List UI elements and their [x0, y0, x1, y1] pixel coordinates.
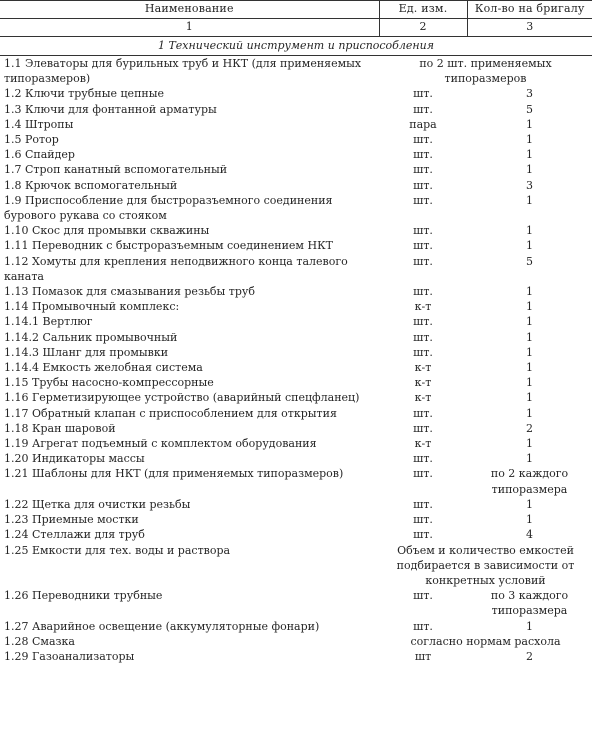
item-qty: 1 [526, 361, 533, 375]
item-name: 1.23 Приемные мостки [4, 513, 139, 527]
item-qty: 1 [526, 513, 533, 527]
item-name: 1.13 Помазок для смазывания резьбы труб [4, 285, 256, 299]
item-qty: 1 [526, 376, 533, 390]
section-title: 1 Технический инструмент и приспособления [0, 37, 592, 56]
item-name: 1.26 Переводники трубные [4, 589, 163, 603]
item-unit: шт. [413, 193, 433, 207]
item-unit: шт. [413, 239, 433, 253]
table-row [0, 178, 592, 193]
table-row [0, 299, 592, 314]
item-qty: 5 [526, 102, 533, 116]
header-qty: Кол-во на бригалу [467, 1, 592, 19]
item-unit: шт. [413, 619, 433, 633]
table-row [0, 619, 592, 634]
item-unit: шт. [413, 497, 433, 511]
item-unit: шт [414, 649, 432, 663]
item-qty: 2 [526, 649, 533, 663]
item-qty: 3 [526, 178, 533, 192]
column-number-1: 1 [0, 19, 379, 37]
table-row [0, 466, 592, 496]
item-qty: 1 [526, 497, 533, 511]
table-row [0, 238, 592, 253]
item-qty: 1 [526, 239, 533, 253]
item-unit: шт. [413, 133, 433, 147]
item-unit: шт. [413, 285, 433, 299]
item-name: 1.2 Ключи трубные цепные [4, 87, 164, 101]
item-qty: 1 [526, 285, 533, 299]
item-qty: 1 [526, 330, 533, 344]
table-row [0, 86, 592, 101]
item-unit: шт. [413, 452, 433, 466]
column-number-row [0, 19, 592, 37]
table-row [0, 543, 592, 589]
item-qty: 1 [526, 133, 533, 147]
item-qty: 1 [526, 345, 533, 359]
table-row [0, 634, 592, 649]
section-row [0, 37, 592, 56]
item-unit: пара [409, 117, 437, 131]
item-note: по 2 шт. применяемых типоразмеров [419, 57, 552, 86]
item-unit: шт. [413, 589, 433, 603]
item-qty: 1 [526, 163, 533, 177]
table-row [0, 147, 592, 162]
item-name: 1.4 Штропы [4, 117, 74, 131]
item-name: 1.9 Приспособление для быстроразъемного соединения бурового рукава со стояком [4, 193, 333, 223]
item-unit: к-т [414, 391, 432, 405]
item-qty: 1 [526, 406, 533, 420]
item-qty: 4 [526, 528, 533, 542]
item-unit: шт. [413, 254, 433, 268]
item-name: 1.29 Газоанализаторы [4, 649, 135, 663]
table-row [0, 223, 592, 238]
item-unit: шт. [413, 87, 433, 101]
item-qty: 5 [526, 254, 533, 268]
table-row [0, 375, 592, 390]
item-qty: 1 [526, 391, 533, 405]
item-name: 1.25 Емкости для тех. воды и раствора [4, 543, 231, 557]
item-name: 1.19 Агрегат подъемный с комплектом оборудования [4, 437, 317, 451]
item-name: 1.17 Обратный клапан с приспособлением для открытия [4, 406, 337, 420]
item-name: 1.18 Кран шаровой [4, 421, 116, 435]
item-name: 1.21 Шаблоны для НКТ (для применяемых типоразмеров) [4, 467, 344, 481]
table-row [0, 284, 592, 299]
table-row [0, 360, 592, 375]
item-unit: шт. [413, 406, 433, 420]
table-row [0, 117, 592, 132]
table-row [0, 330, 592, 345]
item-unit: шт. [413, 178, 433, 192]
item-qty: 1 [526, 452, 533, 466]
header-row [0, 1, 592, 19]
item-name: 1.5 Ротор [4, 133, 59, 147]
item-name: 1.16 Герметизирующее устройство (аварийный спецфланец) [4, 391, 360, 405]
table-row [0, 254, 592, 284]
table-row [0, 102, 592, 117]
item-qty: 1 [526, 224, 533, 238]
item-unit: шт. [413, 528, 433, 542]
item-unit: шт. [413, 102, 433, 116]
table-row [0, 649, 592, 664]
item-name: 1.22 Щетка для очистки резьбы [4, 497, 191, 511]
item-qty: 1 [526, 193, 533, 207]
item-name: 1.27 Аварийное освещение (аккумуляторные фонари) [4, 619, 320, 633]
item-qty: 3 [526, 87, 533, 101]
item-name: 1.15 Трубы насосно-компрессорные [4, 376, 214, 390]
item-unit: шт. [413, 345, 433, 359]
item-unit: к-т [414, 376, 432, 390]
item-qty: по 2 каждого типоразмера [490, 467, 569, 496]
column-number-2: 2 [379, 19, 467, 37]
table-row [0, 390, 592, 405]
item-unit: шт. [413, 148, 433, 162]
item-name: 1.14.2 Сальник промывочный [4, 330, 178, 344]
item-unit: к-т [414, 361, 432, 375]
item-qty: 2 [526, 421, 533, 435]
item-unit: шт. [413, 315, 433, 329]
table-row [0, 421, 592, 436]
item-note: согласно нормам расхола [410, 634, 561, 648]
header-name: Наименование [0, 1, 379, 19]
item-qty: 1 [526, 315, 533, 329]
item-qty: по 3 каждого типоразмера [490, 589, 569, 618]
item-unit: шт. [413, 163, 433, 177]
table-row [0, 588, 592, 618]
table-row [0, 314, 592, 329]
item-unit: к-т [414, 300, 432, 314]
item-name: 1.6 Спайдер [4, 148, 75, 162]
item-qty: 1 [526, 437, 533, 451]
item-qty: 1 [526, 619, 533, 633]
item-name: 1.14.1 Вертлюг [4, 315, 93, 329]
table-row [0, 451, 592, 466]
item-unit: шт. [413, 513, 433, 527]
item-name: 1.28 Смазка [4, 634, 75, 648]
item-name: 1.14 Промывочный комплекс: [4, 300, 180, 314]
table-row [0, 56, 592, 87]
item-name: 1.12 Хомуты для крепления неподвижного конца талевого каната [4, 254, 348, 283]
item-qty: 1 [526, 148, 533, 162]
item-unit: шт. [413, 330, 433, 344]
item-name: 1.14.3 Шланг для промывки [4, 345, 169, 359]
table-row [0, 162, 592, 177]
item-name: 1.11 Переводник с быстроразъемным соединением НКТ [4, 239, 333, 253]
item-name: 1.7 Строп канатный вспомогательный [4, 163, 228, 177]
table-row [0, 497, 592, 512]
column-number-3: 3 [467, 19, 592, 37]
table-row [0, 527, 592, 542]
table-row [0, 436, 592, 451]
table-row [0, 345, 592, 360]
item-qty: 1 [526, 117, 533, 131]
table-body [0, 56, 592, 665]
item-name: 1.10 Скос для промывки скважины [4, 224, 210, 238]
item-name: 1.3 Ключи для фонтанной арматуры [4, 102, 217, 116]
item-qty: 1 [526, 300, 533, 314]
item-unit: шт. [413, 224, 433, 238]
item-unit: к-т [414, 437, 432, 451]
item-name: 1.1 Элеваторы для бурильных труб и НКТ (для применяемых типоразмеров) [4, 57, 362, 86]
table-row [0, 193, 592, 223]
table-row [0, 512, 592, 527]
item-name: 1.24 Стеллажи для труб [4, 528, 145, 542]
item-unit: шт. [413, 421, 433, 435]
item-unit: шт. [413, 467, 433, 481]
item-note: Объем и количество емкостей подбирается в зависимости от конкретных условий [396, 543, 575, 587]
item-name: 1.8 Крючок вспомогательный [4, 178, 178, 192]
header-unit: Ед. изм. [379, 1, 467, 19]
table-row [0, 132, 592, 147]
item-name: 1.14.4 Емкость желобная система [4, 361, 203, 375]
table-row [0, 406, 592, 421]
item-name: 1.20 Индикаторы массы [4, 452, 145, 466]
